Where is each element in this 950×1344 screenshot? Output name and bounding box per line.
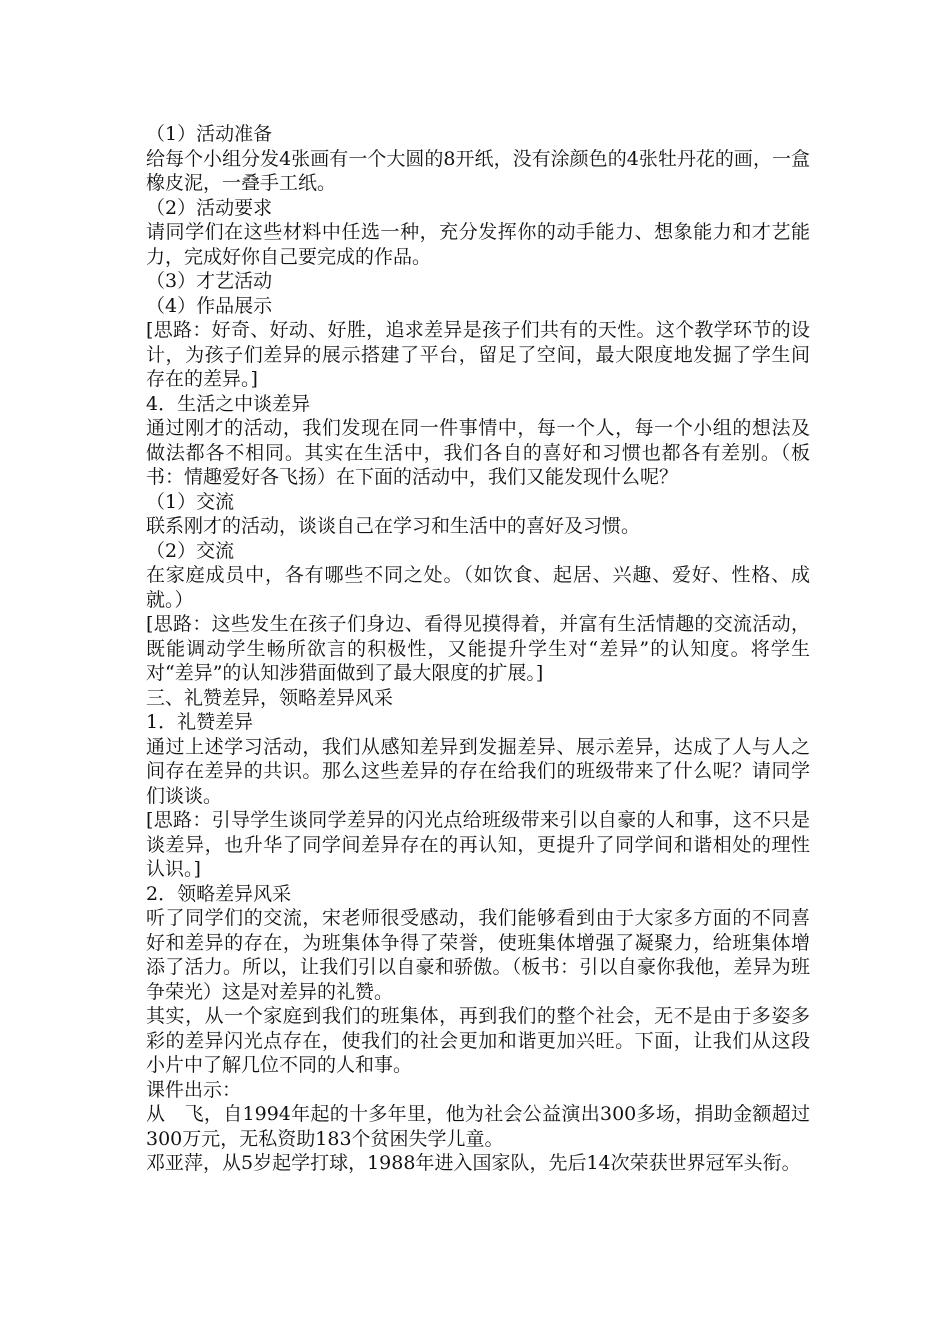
section-heading: 1．礼赞差异 <box>146 711 254 733</box>
body-paragraph: 其实，从一个家庭到我们的班集体，再到我们的整个社会，无不是由于多姿多彩的差异闪光点存在，使我们的社会更加和谐更加兴旺。下面，让我们从这段小片中了解几位不同的人和事。 <box>146 1005 810 1076</box>
body-paragraph: 通过上述学习活动，我们从感知差异到发掘差异、展示差异，达成了人与人之间存在差异的共识。那么这些差异的存在给我们的班级带来了什么呢？请同学们谈谈。 <box>146 735 810 807</box>
section-heading: 2．领略差异风采 <box>146 882 292 905</box>
body-paragraph: [思路：引导学生谈同学差异的闪光点给班级带来引以自豪的人和事，这不只是谈差异，也升华了同学间差异存在的再认知，更提升了同学间和谐相处的理性认识。] <box>146 809 810 880</box>
section-heading: 三、礼赞差异，领略差异风采 <box>146 686 394 709</box>
section-heading: （1）活动准备 <box>146 123 273 145</box>
body-paragraph: 请同学们在这些材料中任选一种，充分发挥你的动手能力、想象能力和才艺能力，完成好你自己要完成的作品。 <box>146 221 810 268</box>
body-paragraph: 通过刚才的活动，我们发现在同一件事情中，每一个人，每一个小组的想法及做法都各不相同。其实在生活中，我们各自的喜好和习惯也都各有差别。（板书：情趣爱好各飞扬）在下面的活动中，我们又能发现什么呢？ <box>146 417 810 488</box>
section-heading: （2）活动要求 <box>146 196 273 219</box>
section-heading: 4．生活之中谈差异 <box>146 392 311 415</box>
body-paragraph: 联系刚才的活动，谈谈自己在学习和生活中的喜好及习惯。 <box>146 515 641 537</box>
section-heading: （4）作品展示 <box>146 294 273 317</box>
body-paragraph: 听了同学们的交流，宋老师很受感动，我们能够看到由于大家多方面的不同喜好和差异的存在，为班集体争得了荣誉，使班集体增强了凝聚力，给班集体增添了活力。所以，让我们引以自豪和骄傲。（板书：引以自豪你我他，差异为班争荣光）这是对差异的礼赞。 <box>146 907 810 1003</box>
section-heading: （3）才艺活动 <box>146 270 273 292</box>
body-paragraph: 给每个小组分发4张画有一个大圆的8开纸，没有涂颜色的4张牡丹花的画，一盒橡皮泥，一叠手工纸。 <box>146 147 810 194</box>
document-page <box>146 122 810 1176</box>
body-paragraph: [思路：好奇、好动、好胜，追求差异是孩子们共有的天性。这个教学环节的设计，为孩子们差异的展示搭建了平台，留足了空间，最大限度地发掘了学生间存在的差异。] <box>146 319 810 390</box>
section-heading: 课件出示： <box>146 1078 242 1101</box>
body-paragraph: 邓亚萍，从5岁起学打球，1988年进入国家队，先后14次荣获世界冠军头衔。 <box>146 1152 801 1174</box>
section-heading: （1）交流 <box>146 490 235 513</box>
body-paragraph: [思路：这些发生在孩子们身边、看得见摸得着，并富有生活情趣的交流活动，既能调动学生畅所欲言的积极性，又能提升学生对“差异”的认知度。将学生对“差异”的认知涉猎面做到了最大限度的扩展。] <box>146 613 810 684</box>
section-heading: （2）交流 <box>146 539 235 562</box>
body-paragraph: 从 飞，自1994年起的十多年里，他为社会公益演出300多场，捐助金额超过300万元，无私资助183个贫困失学儿童。 <box>146 1103 810 1150</box>
body-paragraph: 在家庭成员中，各有哪些不同之处。（如饮食、起居、兴趣、爱好、性格、成就。） <box>146 564 810 611</box>
